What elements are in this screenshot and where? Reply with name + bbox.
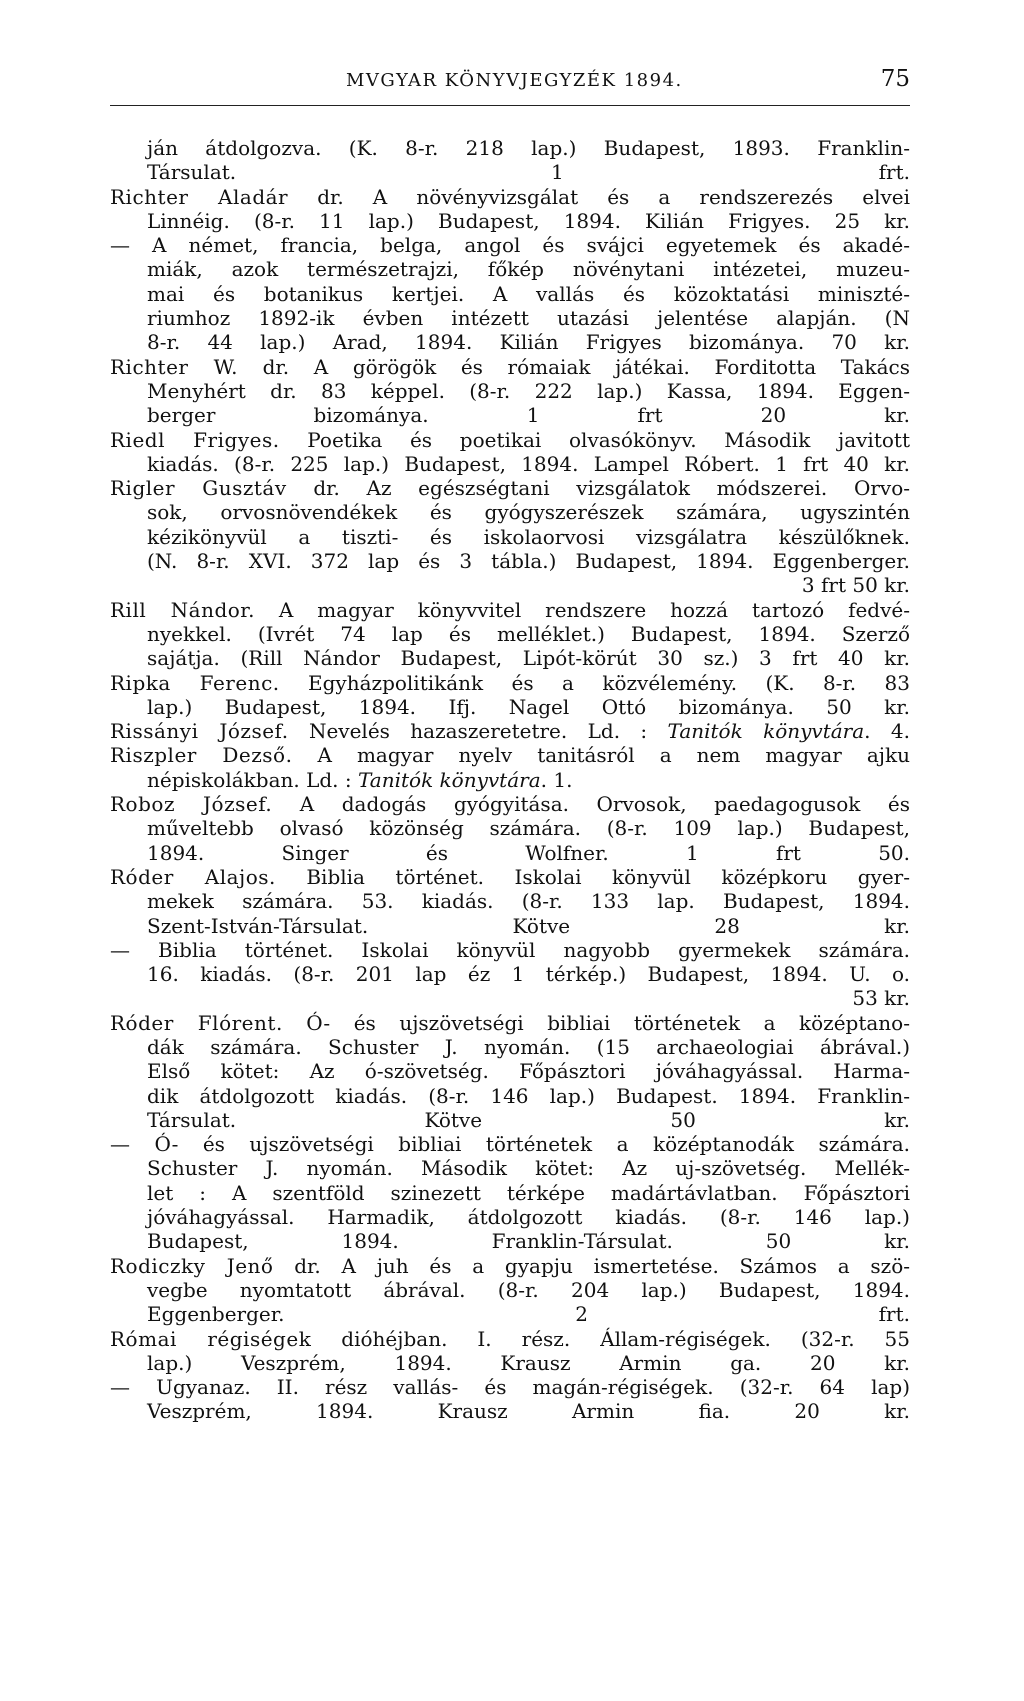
line-text: 53 kr. [852,986,910,1011]
text-line [110,1011,910,1035]
line-text: Budapest, 1894. Franklin-Társulat. [147,1229,673,1254]
line-text: A dadogás gyógyitása. Orvosok, paedagogusok és [272,792,910,817]
line-text: ján átdolgozva. (K. 8-r. 218 lap.) Budapest, 1893. Franklin- [147,136,910,160]
line-text: nyekkel. (Ivrét 74 lap és melléklet.) Budapest, 1894. Szerző [147,621,910,646]
line-text: Nevelés hazaszeretetre. Ld. : [288,719,668,744]
text-line [110,1156,910,1180]
text-line [110,1399,910,1423]
line-text: 1 frt. [551,160,910,185]
line-text: Társulat. Kötve [147,1107,483,1132]
line-text: dik átdolgozott kiadás. (8-r. 146 lap.) Budapest. 1894. Franklin- [147,1083,910,1108]
line-text: kézikönyvül a tiszti- és iskolaorvosi vizsgálatra készülőknek. [147,524,910,549]
line-text: Első kötet: Az ó-szövetség. Főpásztori jóváhagyással. Harma- [147,1059,910,1084]
line-text: dr. A juh és a gyapju ismertetése. Számos a szö- [273,1253,910,1278]
text-line [110,160,910,184]
line-text: sajátja. (Rill Nándor Budapest, Lipót-körút 30 sz.) 3 frt 40 kr. [147,646,910,671]
text-line [110,452,910,476]
text-line [110,1132,910,1156]
text-line [110,962,910,986]
entry-author: Rissányi József. [110,719,289,744]
entry-author: Rodiczky Jenő [110,1253,274,1278]
text-line [110,573,910,597]
text-line [110,1351,910,1375]
entry-author: Ripka Ferenc. [110,670,280,695]
line-text: 1894. Singer és Wolfner. [147,840,609,865]
line-text: 70 kr. [831,330,910,355]
series-reference: Tanitók könyvtára [667,719,865,744]
text-line [110,695,910,719]
text-line [110,768,910,792]
line-text: kiadás. (8-r. 225 lap.) Budapest, 1894. Lampel Róbert. [147,451,760,476]
text-line [110,1327,910,1351]
text-line [110,549,910,573]
line-text: Schuster J. nyomán. Második kötet: Az uj-szövetség. Mellék- [147,1156,910,1181]
text-line [110,1375,910,1399]
line-text: 28 kr. [714,913,910,938]
text-line [110,1229,910,1253]
line-text: műveltebb olvasó közönség számára. (8-r. 109 lap.) Budapest, [147,816,910,841]
line-text: lap.) Veszprém, 1894. Krausz Armin ga. [147,1350,762,1375]
line-text: 50 kr. [826,694,910,719]
text-line [110,185,910,209]
text-line [110,500,910,524]
page-number: 75 [880,66,910,92]
line-text: dr. Az egészségtani vizsgálatok módszerei. Orvo- [286,476,910,501]
text-line [110,646,910,670]
text-line [110,889,910,913]
header-rule [110,105,910,106]
text-line [110,379,910,403]
text-line [110,403,910,427]
line-text: miák, azok természetrajzi, főkép növénytani intézetei, muzeu- [147,257,910,282]
line-text: Menyhért dr. 83 képpel. (8-r. 222 lap.) Kassa, 1894. Eggen- [147,378,910,403]
line-text: 2 frt. [575,1302,910,1327]
entry-author: Roboz József. [110,792,273,817]
line-text: Társulat. [147,160,237,185]
line-text: Poetika és poetikai olvasókönyv. Második javitott [279,427,910,452]
line-text: . 1. [540,767,573,792]
line-text: — Ugyanaz. II. rész vallás- és magán-régiségek. (32-r. 64 lap) [110,1375,910,1400]
text-line [110,428,910,452]
text-line [110,306,910,330]
line-text: A magyar nyelv tanitásról a nem magyar ajku [292,743,910,768]
text-line [110,476,910,500]
line-text: Egyházpolitikánk és a közvélemény. (K. 8-r. 83 [279,670,910,695]
line-text: vegbe nyomtatott ábrával. (8-r. 204 lap.) Budapest, 1894. [147,1277,910,1302]
line-text: mai és botanikus kertjei. A vallás és közoktatási miniszté- [147,281,910,306]
line-text: Eggenberger. [147,1302,285,1327]
text-line [110,1254,910,1278]
line-text: 1 frt 50. [685,840,910,865]
entry-author: Római régiségek [110,1326,312,1351]
line-text: A magyar könyvvitel rendszere hozzá tartozó fedvé- [255,597,910,622]
entry-author: Riedl Frigyes. [110,427,280,452]
line-text: — Ó- és ujszövetségi bibliai történetek a középtanodák számára. [110,1132,910,1157]
page-header [110,66,910,100]
line-text: 20 kr. [810,1350,911,1375]
line-text: 16. kiadás. (8-r. 201 lap éz 1 térkép.) Budapest, 1894. U. o. [147,962,910,987]
series-reference: Tanitók könyvtára [358,767,541,792]
text-line [110,1278,910,1302]
line-text: let : A szentföld szinezett térképe madártávlatban. Főpásztori [147,1180,910,1205]
line-text: Ó- és ujszövetségi bibliai történetek a középtano- [282,1010,910,1035]
line-text: 50 kr. [670,1107,911,1132]
text-line [110,1205,910,1229]
running-title: MVGYAR KÖNYVJEGYZÉK 1894. [346,70,683,91]
line-text: dióhéjban. I. rész. Állam-régiségek. (32-r. 55 [311,1326,911,1351]
line-text: — A német, francia, belga, angol és svájci egyetemek és akadé- [110,233,910,258]
line-text: (N. 8-r. XVI. 372 lap és 3 tábla.) Budapest, 1894. Eggenberger. [147,549,910,574]
text-line [110,865,910,889]
line-text: — Biblia történet. Iskolai könyvül nagyobb gyermekek számára. [110,937,910,962]
line-text: 8-r. 44 lap.) Arad, 1894. Kilián Frigyes bizománya. [147,330,805,355]
text-line [110,792,910,816]
line-text: berger bizománya. [147,403,429,428]
line-text: dr. A görögök és rómaiak játékai. Forditotta Takács [238,354,911,379]
text-line [110,622,910,646]
text-line [110,525,910,549]
line-text: riumhoz 1892-ik évben intézett utazási jelentése alapján. (N [147,306,910,331]
catalog-entries [110,136,910,1424]
line-text: sok, orvosnövendékek és gyógyszerészek számára, ugyszintén [147,500,910,525]
line-text: . 4. [864,719,910,744]
text-line [110,209,910,233]
entry-author: Rill Nándor. [110,597,256,622]
text-line [110,743,910,767]
line-text: Szent-István-Társulat. Kötve [147,913,571,938]
text-line [110,233,910,257]
text-line [110,1108,910,1132]
entry-author: Róder Flórent. [110,1010,283,1035]
text-line [110,1181,910,1205]
entry-author: Rigler Gusztáv [110,476,287,501]
line-text: 20 kr. [794,1399,910,1424]
line-text: dák számára. Schuster J. nyomán. (15 archaeologiai ábrával.) [147,1034,910,1059]
line-text: lap.) Budapest, 1894. Ifj. Nagel Ottó bizománya. [147,694,794,719]
line-text: népiskolákban. Ld. : [147,767,358,792]
line-text: 50 kr. [765,1229,910,1254]
line-text: Veszprém, 1894. Krausz Armin fia. [147,1399,731,1424]
entry-author: Riszpler Dezső. [110,743,293,768]
line-text: mekek számára. 53. kiadás. (8-r. 133 lap. Budapest, 1894. [147,889,910,914]
text-line [110,938,910,962]
line-text: Linnéig. (8-r. 11 lap.) Budapest, 1894. Kilián Frigyes. 25 kr. [147,208,910,233]
text-line [110,1302,910,1326]
text-line [110,136,910,160]
text-line [110,719,910,743]
text-line [110,671,910,695]
text-line [110,282,910,306]
text-line [110,257,910,281]
text-line [110,1084,910,1108]
line-text: dr. A növényvizsgálat és a rendszerezés elvei [288,184,910,209]
line-text: 1 frt 40 kr. [775,451,911,476]
entry-author: Richter W. [110,354,239,379]
line-text: jóváhagyással. Harmadik, átdolgozott kiadás. (8-r. 146 lap.) [147,1205,910,1230]
text-line [110,355,910,379]
text-line [110,1035,910,1059]
text-line [110,914,910,938]
text-line [110,1059,910,1083]
text-line [110,986,910,1010]
text-line [110,598,910,622]
entry-author: Róder Alajos. [110,864,276,889]
line-text: 3 frt 50 kr. [801,573,910,598]
text-line [110,330,910,354]
entry-author: Richter Aladár [110,184,289,209]
line-text: Biblia történet. Iskolai könyvül középkoru gyer- [275,864,910,889]
text-line [110,841,910,865]
text-line [110,816,910,840]
line-text: 1 frt 20 kr. [526,403,910,428]
